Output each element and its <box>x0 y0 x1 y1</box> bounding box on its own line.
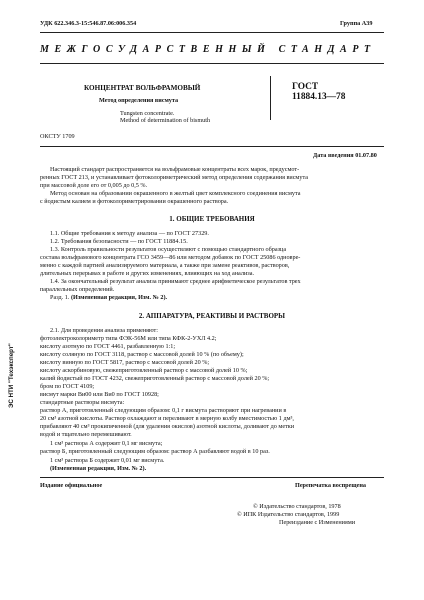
section-2-line: стандартные растворы висмута: <box>40 399 125 406</box>
gost-number: ГОСТ 11884.13—78 <box>292 82 346 103</box>
amendment-prefix: Разд. 1. <box>50 294 70 301</box>
section-1-line: 1.3. Контроль правильности результатов осуществляют с помощью стандартного образца <box>50 246 287 253</box>
doc-title-english: Tungsten concentrate. Method of determination of bismuth <box>120 110 211 125</box>
section-2-line: висмут марки Ви00 или Ви0 по ГОСТ 10928; <box>40 391 159 398</box>
okstu-code: ОКСТУ 1709 <box>40 133 75 140</box>
amendment-note: (Измененная редакция, Изм. № 2). <box>70 294 168 301</box>
intro-line: Метод основан на образовании окрашенного в желтый цвет комплексного соединения висмута <box>50 190 301 197</box>
side-watermark-text: ЭС НТИ "Техэксперт" <box>8 343 15 408</box>
copyright-1978: © Издательство стандартов, 1978 <box>253 503 341 510</box>
doc-title: КОНЦЕНТРАТ ВОЛЬФРАМОВЫЙ <box>84 84 201 92</box>
section-2-amendment: (Измененная редакция, Изм. № 2). <box>50 465 147 472</box>
section-1-line: состава вольфрамового концентрата ГСО 3459—86 или методом добавок по ГОСТ 25086 одновре- <box>40 254 301 261</box>
intro-date: Дата введения 01.07.80 <box>313 152 377 159</box>
section-2-line: кислоту аскорбиновую, свежеприготовленный раствор с массовой долей 10 %; <box>40 367 248 374</box>
section-1-line: параллельных определений. <box>40 286 115 293</box>
title-divider <box>270 76 271 120</box>
section-1-line: длительных перерывах в работе и других изменениях, влияющих на ход анализа. <box>40 270 254 277</box>
section-2-line: водой и тщательно перемешивают. <box>40 431 132 438</box>
section-1-line: менно с каждой партией анализируемого материала, а также при замене реактивов, растворов, <box>40 262 290 269</box>
section-1-line: 1.2. Требования безопасности — по ГОСТ 11884.15. <box>50 238 188 245</box>
section-2-line: 1 см³ раствора Б содержит 0,01 мг висмута. <box>50 457 165 464</box>
intro-line: Настоящий стандарт распространяется на вольфрамовые концентраты всех марок, предусмот- <box>50 166 300 173</box>
section-2-line: кислоту азотную по ГОСТ 4461, разбавленную 1:1; <box>40 343 176 350</box>
section-2-line: калий йодистый по ГОСТ 4232, свежеприготовленный раствор с массовой долей 20 %; <box>40 375 270 382</box>
doc-subtitle: Метод определения висмута <box>99 97 179 104</box>
section-2-line: 20 см³ азотной кислоты. Раствор охлаждают и переливают в мерную колбу вместимостью 1 дм³, <box>40 415 294 422</box>
section-2-line: прибавляют 40 см³ прокипяченной (для удаления окислов) азотной кислоты, доливают до метки <box>40 423 295 430</box>
section-1-line: 1.1. Общие требования к методу анализа — по ГОСТ 27329. <box>50 230 209 237</box>
section-2-line: фотоэлектроколориметр типа ФЭК-56М или типа КФК-2-УХЛ 4.2; <box>40 335 217 342</box>
section-2-line: кислоту винную по ГОСТ 5817, раствор с массовой долей 20 %; <box>40 359 210 366</box>
section-2-line: 1 см³ раствора А содержит 0,1 мг висмута; <box>50 440 163 447</box>
header-rule <box>40 32 384 33</box>
section-2-line: бром по ГОСТ 4109; <box>40 383 95 390</box>
group-code: Группа А39 <box>340 20 373 27</box>
section-2-line: раствор Б, приготовленный следующим образом: раствор А разбавляют водой в 10 раз. <box>40 448 270 455</box>
copyright-1999: © ИПК Издательство стандартов, 1999 <box>237 511 340 518</box>
section-2-heading: 2. АППАРАТУРА, РЕАКТИВЫ И РАСТВОРЫ <box>138 312 286 320</box>
intro-line: ренных ГОСТ 213, и устанавливает фотоколориметрический метод определения содержания висмута <box>40 174 308 181</box>
intro-line: при массовой доле его от 0,005 до 0,5 %. <box>40 182 148 189</box>
reprint-notice: Перепечатка воспрещена <box>295 482 366 489</box>
banner-rule <box>40 63 384 64</box>
section-1-amendment <box>40 294 384 302</box>
official-edition: Издание официальное <box>40 482 103 489</box>
standard-banner: МЕЖГОСУДАРСТВЕННЫЙ СТАНДАРТ <box>40 44 376 55</box>
title-rule <box>40 146 384 147</box>
section-2-line: раствор А, приготовленный следующим образом: 0,1 г висмута растворяют при нагревании в <box>40 407 287 414</box>
reissue-note: Переиздание с Изменениями <box>279 519 356 526</box>
intro-line: с йодистым калием и фотоколориметрировании окрашенного раствора. <box>40 198 229 205</box>
footer-rule <box>40 477 384 478</box>
section-2-line: 2.1. Для проведения анализа применяют: <box>50 327 158 334</box>
section-1-line: 1.4. За окончательный результат анализа принимают среднее арифметическое результатов трех <box>50 278 301 285</box>
section-1-heading: 1. ОБЩИЕ ТРЕБОВАНИЯ <box>169 215 255 223</box>
udk-code: УДК 622.346.3-15:546.87.06:006.354 <box>40 20 137 27</box>
section-2-line: кислоту соляную по ГОСТ 3118, раствор с массовой долей 10 % (по объему); <box>40 351 244 358</box>
